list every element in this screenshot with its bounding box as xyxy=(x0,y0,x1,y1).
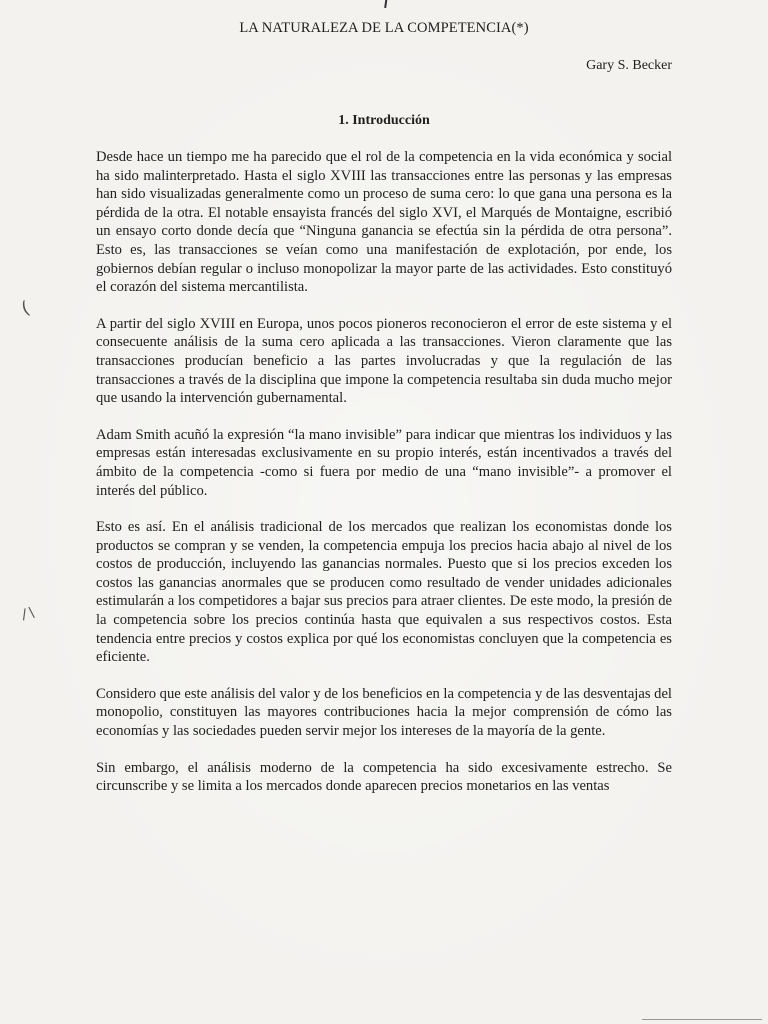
paragraph-2: A partir del siglo XVIII en Europa, unos pocos pioneros reconocieron el error de este sistema y el consecuente análisis de la suma cero aplicada a las transacciones. Vieron claramente que las transacciones producían beneficio a las partes involucradas y que la regulación de las transacciones a través de la disciplina que impone la competencia resultaba sin duda mucho mejor que usando la intervención gubernamental. xyxy=(96,315,672,407)
scan-artifact xyxy=(642,1009,762,1020)
paragraph-5: Considero que este análisis del valor y de los beneficios en la competencia y de las desventajas del monopolio, constituyen las mayores contribuciones hacia la mejor comprensión de cómo las economías y las sociedades pueden servir mejor los intereses de la mayoría de la gente. xyxy=(96,685,672,740)
paragraph-1: Desde hace un tiempo me ha parecido que el rol de la competencia en la vida económica y social ha sido malinterpretado. Hasta el siglo XVIII las transacciones entre las personas y las empresas han sido visualizadas generalmente como un proceso de suma cero: lo que gana una persona es la pérdida de la otra. El notable ensayista francés del siglo XVI, el Marqués de Montaigne, escribió un ensayo corto donde decía que “Ninguna ganancia se efectúa sin la pérdida de otra persona”. Esto es, las transacciones se veían como una manifestación de explotación, por ende, los gobiernos debían regular o incluso monopolizar la mayor parte de las actividades. Esto constituyó el corazón del sistema mercantilista. xyxy=(96,149,672,296)
paragraph-6: Sin embargo, el análisis moderno de la competencia ha sido excesivamente estrecho. Se circunscribe y se limita a los mercados donde aparecen precios monetarios en las ventas xyxy=(96,759,672,795)
body-text xyxy=(96,148,672,814)
document-title: LA NATURALEZA DE LA COMPETENCIA(*) xyxy=(239,20,529,36)
margin-annotation-icon: ∕∖ xyxy=(20,604,37,624)
paragraph-3: Adam Smith acuñó la expresión “la mano invisible” para indicar que mientras los individuos y las empresas están interesadas exclusivamente en su propio interés, están incentivados a través del ámbito de la competencia -como si fuera por medio de una “mano invisible”- a promover el interés del público. xyxy=(96,426,672,499)
section-heading: 1. Introducción xyxy=(338,113,430,128)
margin-annotation-icon: ( xyxy=(18,297,33,320)
paragraph-4: Esto es así. En el análisis tradicional de los mercados que realizan los economistas donde los productos se compran y se venden, la competencia empuja los precios hacia abajo al nivel de los costos de producción, incluyendo las ganancias normales. Puesto que si los precios exceden los costos las ganancias anormales que se producen como resultado de vender unidades adicionales estimularán a los competidores a bajar sus precios para atraer clientes. De este modo, la presión de la competencia sobre los precios continúa hasta que equivalen a sus respectivos costos. Esta tendencia entre precios y costos explica por qué los economistas concluyen que la competencia es eficiente. xyxy=(96,519,672,666)
pen-mark xyxy=(384,0,388,8)
document-author: Gary S. Becker xyxy=(586,58,672,73)
